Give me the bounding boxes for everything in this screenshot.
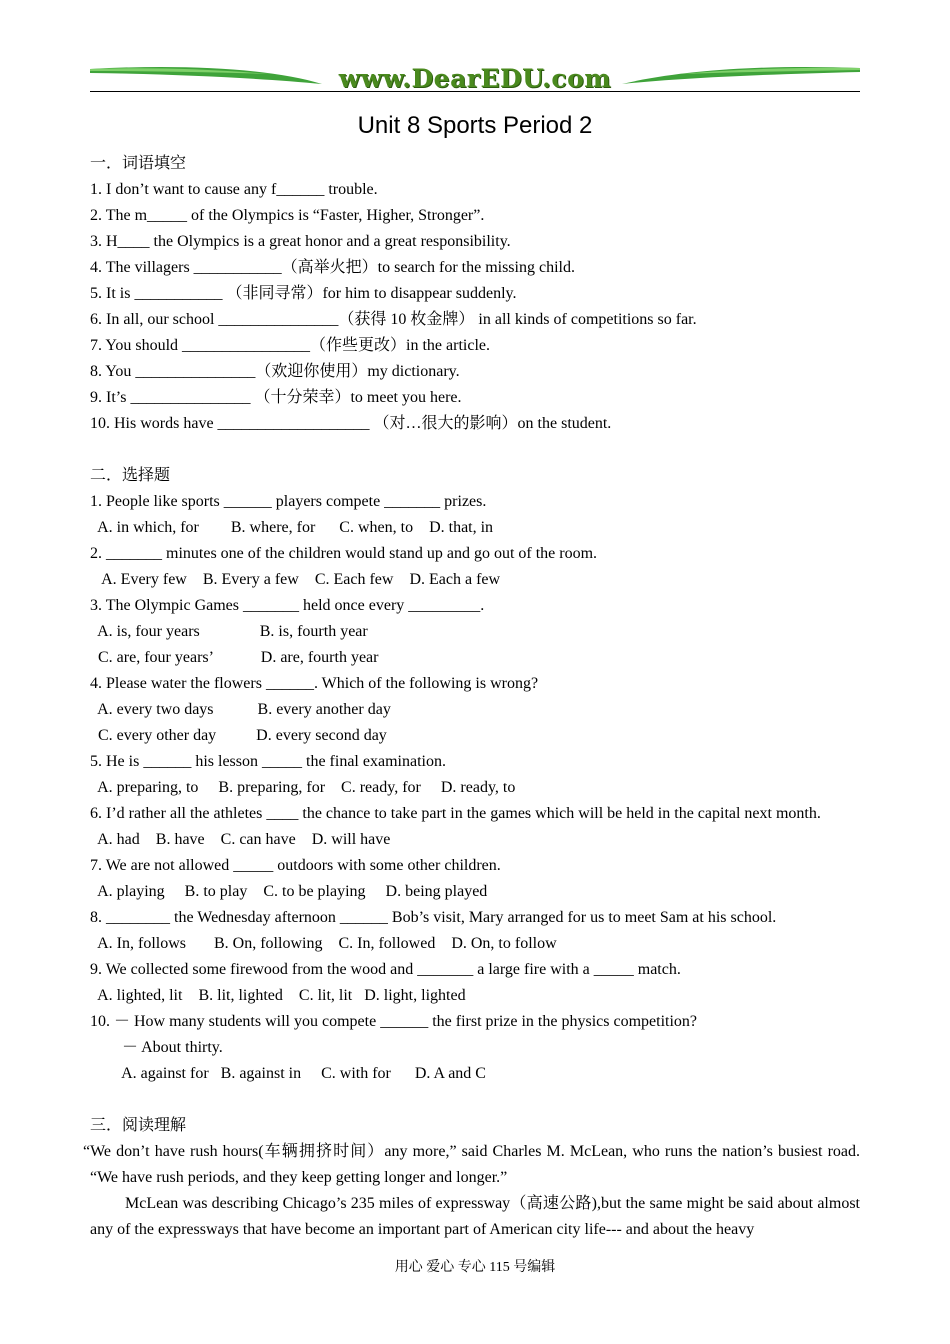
worksheet-body	[83, 151, 860, 1243]
vocab-item: 3. H____ the Olympics is a great honor and a great responsibility.	[90, 233, 511, 250]
question-line: 5. He is ______ his lesson _____ the final examination.	[90, 753, 446, 770]
vocab-item: 9. It’s _______________ （十分荣幸）to meet you here.	[90, 389, 462, 406]
options-line: A. is, four years B. is, fourth year	[90, 623, 368, 640]
reading-paragraph: McLean was describing Chicago’s 235 miles of expressway（高速公路),but the same might be said about almost any of the expressways that have become an important part of American city life--- and about the heavy	[90, 1195, 860, 1238]
section-heading-reading: 三．阅读理解	[90, 1117, 187, 1134]
options-line: A. Every few B. Every a few C. Each few D. Each a few	[90, 571, 501, 588]
question-line: 1. People like sports ______ players compete _______ prizes.	[90, 493, 487, 510]
page-title: Unit 8 Sports Period 2	[357, 112, 593, 139]
options-line: A. every two days B. every another day	[90, 701, 391, 718]
reading-paragraph: “We don’t have rush hours(车辆拥挤时间）any more,” said Charles M. McLean, who runs the nation’s busiest road. “We have rush periods, and they keep getting longer and longer.”	[83, 1143, 860, 1186]
vocab-item: 8. You _______________（欢迎你使用）my dictionary.	[90, 363, 460, 380]
site-banner-text[interactable]: www.DearEDU.com	[338, 64, 612, 93]
options-line: A. in which, for B. where, for C. when, to D. that, in	[90, 519, 494, 536]
vocab-item: 1. I don’t want to cause any f______ trouble.	[90, 181, 378, 198]
options-line: A. lighted, lit B. lit, lighted C. lit, lit D. light, lighted	[90, 987, 466, 1004]
site-banner	[90, 62, 860, 94]
vocab-item: 2. The m_____ of the Olympics is “Faster, Higher, Stronger”.	[90, 207, 485, 224]
spacer	[90, 1087, 860, 1113]
options-line: A. against for B. against in C. with for D. A and C	[90, 1065, 486, 1082]
options-line: A. preparing, to B. preparing, for C. ready, for D. ready, to	[90, 779, 516, 796]
question-line: 9. We collected some firewood from the wood and _______ a large fire with a _____ match.	[90, 961, 681, 978]
dialogue-line: － About thirty.	[90, 1039, 223, 1056]
question-line: 2. _______ minutes one of the children would stand up and go out of the room.	[90, 545, 598, 562]
vocab-item: 7. You should ________________（作些更改）in the article.	[90, 337, 490, 354]
section-heading-vocabulary: 一．词语填空	[90, 155, 187, 172]
question-line: 6. I’d rather all the athletes ____ the chance to take part in the games which will be held in the capital next month.	[90, 805, 821, 822]
vocab-item: 4. The villagers ___________（高举火把）to search for the missing child.	[90, 259, 575, 276]
vocab-item: 6. In all, our school _______________（获得 10 枚金牌） in all kinds of competitions so far.	[90, 311, 697, 328]
options-line: C. are, four years’ D. are, fourth year	[90, 649, 379, 666]
question-line: 7. We are not allowed _____ outdoors with some other children.	[90, 857, 501, 874]
question-line: 8. ________ the Wednesday afternoon ______ Bob’s visit, Mary arranged for us to meet Sam at his school.	[90, 909, 777, 926]
spacer	[90, 437, 860, 463]
question-line: 3. The Olympic Games _______ held once every _________.	[90, 597, 485, 614]
page-footer: 用心 爱心 专心 115 号编辑	[394, 1260, 556, 1275]
vocab-item: 10. His words have ___________________ （对…很大的影响）on the student.	[90, 415, 612, 432]
options-line: C. every other day D. every second day	[90, 727, 387, 744]
vocab-item: 5. It is ___________ （非同寻常）for him to disappear suddenly.	[90, 285, 517, 302]
options-line: A. In, follows B. On, following C. In, followed D. On, to follow	[90, 935, 557, 952]
question-line: 10. － How many students will you compete ______ the first prize in the physics competition?	[90, 1013, 698, 1030]
options-line: A. had B. have C. can have D. will have	[90, 831, 391, 848]
options-line: A. playing B. to play C. to be playing D. being played	[90, 883, 488, 900]
header-rule	[90, 91, 860, 92]
question-line: 4. Please water the flowers ______. Which of the following is wrong?	[90, 675, 539, 692]
section-heading-multiple-choice: 二．选择题	[90, 467, 171, 484]
